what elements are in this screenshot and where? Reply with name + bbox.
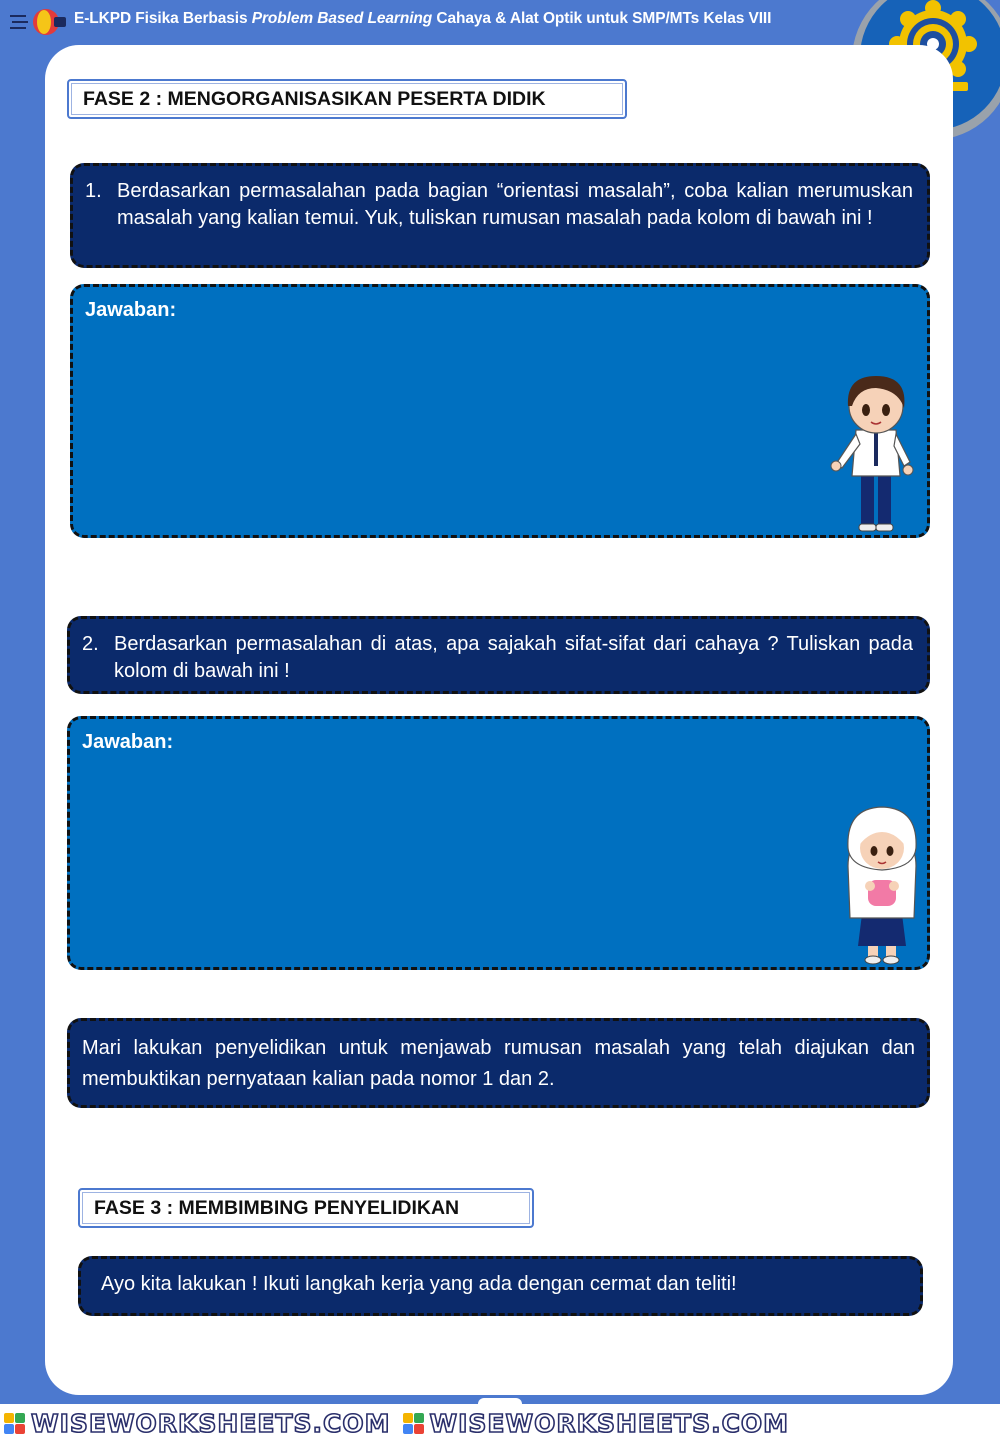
question-2-text: Berdasarkan permasalahan di atas, apa sajakah sifat-sifat dari cahaya ? Tuliskan pada kolom di bawah ini !: [114, 633, 913, 682]
phase3-instruction-text: Ayo kita lakukan ! Ikuti langkah kerja yang ada dengan cermat dan teliti!: [101, 1273, 737, 1295]
phase2-title: [67, 79, 627, 119]
header-bar: [0, 0, 1000, 44]
phase2-title-text: FASE 2 : MENGORGANISASIKAN PESERTA DIDIK: [83, 87, 546, 110]
investigation-note-box: [67, 1018, 930, 1108]
question-1-box: [70, 163, 930, 268]
question-2-number: 2.: [82, 633, 99, 655]
phase3-instruction-box: [78, 1256, 923, 1316]
watermark-group-2: [399, 1409, 790, 1438]
header-title-italic: Problem Based Learning: [251, 10, 433, 27]
watermark-footer: [0, 1404, 1000, 1443]
question-2-box: [67, 616, 930, 694]
watermark-text-1: WISEWORKSHEETS.COM: [31, 1409, 391, 1438]
answer-1-label: Jawaban:: [85, 299, 177, 321]
answer-2-box[interactable]: [67, 716, 930, 970]
phase3-title: [78, 1188, 534, 1228]
header-title-prefix: E-LKPD Fisika Berbasis: [74, 10, 248, 27]
flashlight-icon: [10, 6, 68, 38]
phase3-title-text: FASE 3 : MEMBIMBING PENYELIDIKAN: [94, 1196, 460, 1219]
question-1-number: 1.: [85, 180, 102, 202]
watermark-group-1: [0, 1409, 391, 1438]
wiseworksheets-logo-icon: [4, 1413, 25, 1434]
investigation-note-text: Mari lakukan penyelidikan untuk menjawab rumusan masalah yang telah diajukan dan membuktikan pernyataan kalian pada nomor 1 dan 2.: [82, 1037, 915, 1090]
answer-1-box[interactable]: [70, 284, 930, 538]
answer-2-label: Jawaban:: [82, 731, 174, 753]
question-1-text: Berdasarkan permasalahan pada bagian “orientasi masalah”, coba kalian merumuskan masalah yang kalian temui. Yuk, tuliskan rumusan masalah pada kolom di bawah ini !: [117, 180, 913, 229]
header-title: [74, 10, 771, 28]
header-title-suffix: Cahaya & Alat Optik untuk SMP/MTs Kelas VIII: [436, 10, 772, 27]
wiseworksheets-logo-icon: [403, 1413, 424, 1434]
student-boy-illustration: [828, 372, 924, 534]
watermark-text-2: WISEWORKSHEETS.COM: [429, 1409, 790, 1438]
student-girl-illustration: [842, 804, 922, 966]
